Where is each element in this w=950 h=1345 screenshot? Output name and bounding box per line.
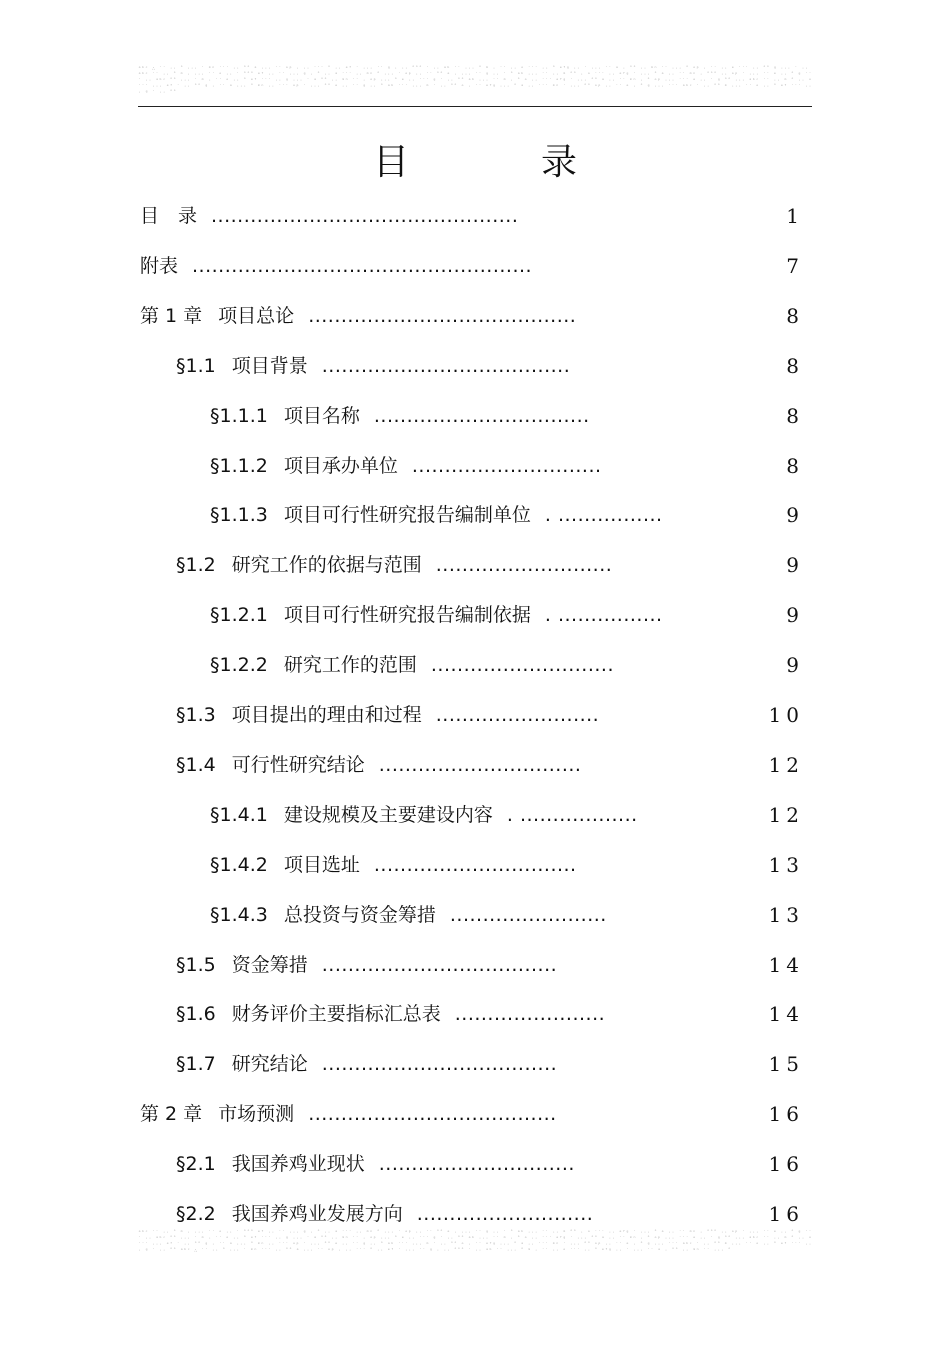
toc-entry[interactable] (0, 790, 950, 840)
toc-entry-label[interactable] (176, 690, 599, 740)
toc-dot-leader: ........................... (416, 1203, 594, 1225)
toc-entry-number: §1.4.3 (210, 903, 268, 926)
toc-entry-number: §1.2 (176, 554, 216, 577)
toc-entry-text: 财务评价主要指标汇总表 (231, 1003, 441, 1026)
toc-entry-text: 市场预测 (218, 1103, 295, 1126)
toc-dot-leader: ......................... (435, 704, 600, 726)
page-title: 目 录 (372, 142, 625, 183)
toc-entry-number: §2.1 (176, 1153, 216, 1176)
header-noise-texture: ᵃᵇᶜ ∴ ˙˙ ·· ˚ ··· ˙ ᵐⁿ ˙˙˙ ·· ˚˚ ᵃ ··· ˙˙ ᵒᵖ · ·· ˙˙˙ ˚ ·· ᵉᶠ ˙ ··· ˙˙ ᵍ · ·· ˚˚˚ ˙ ·· ᵃᵇ ˙˙ ··· ˚ ᵐ · ˙˙ ·· ᵒ ˙˙˙ ·· ˚ ᵉᶠᵍ ·· ˙ ··· ˙˙ ᵃ · ˚˚ ·· ᵐⁿ ˙˙ ··· ˚ ᵒᵖ · ˙˙ ·· ᵉ ˙˙˙ ·· ˚˚ ᵍ ··· ˙ ·· ᵃᵇᶜ ˙˙ ·· ˚ ᵐ · ··· ˙˙ ᵒ ·· ˙ ˚˚˚ ᵉᶠ ·· ˙˙ ··· ᵍ · ˚ ·· ᵃ ˙˙˙ ·· ᵐⁿ ˚ ··· ˙ ᵒᵖ ·· ˙˙ ˚˚ ᵉ · ··· ˙˙ ᵍ ·· ˙ ˚ ᵃᵇ ··· ˙˙ ·· ᵐ ˚˚ · ᵒ ˙˙˙ ·· ᵉᶠᵍ ˙ ··· ˚ ᵃ ·· ˙˙ ᵐⁿ · ˚˚˚ ·· ᵒᵖ ˙ ··· ˙˙ ᵉ ·· ˚ ᵍ ˙˙˙ ·· ᵃᵇᶜ ˚˚ ··· ˙ ᵐ · ˙˙ ᵒ ·· ˚ ᵉᶠ ˙˙˙ ·· ᵍ ··· ˙ ᵃ ˚˚ ·· ᵐⁿ ˙˙ · ᵒᵖ ··· ˚ ᵉ ·· ˙˙˙ ᵍ ˙ ·· ˚˚ ᵃᵇ ··· ˙˙ ᵐ · ˚ ᵒ ·· ˙˙˙ ᵉᶠᵍ ˙ ··· ˚˚ ᵃ ·· ˙˙ ᵐⁿ · ˚ ᵒᵖ ··· ˙˙˙ ᵉ ·· ˙ ᵍ ˚˚ ··· ᵃᵇᶜ ˙˙ ·· ᵐ ˚ ·· ᵒ ˙˙˙ ··· ᵉᶠ ˙ ·· ˚˚ ᵍ · ˙˙ ᵃ ··· ˚ ᵐⁿ ·· ˙˙˙ ᵒᵖ ˙ ··· ˚˚ ᵉ ·· ˙˙ ᵍ ·· ˚ ᵃᵇ ˙˙˙ ··· ᵐ ˙ ·· ˚˚ ᵒ · ˙˙ ᵉᶠᵍ ··· ˚ ᵃ ·· ˙˙˙ ᵐⁿ ˙ ··· ˚˚ ᵒᵖ ·· ˙˙ ᵉ · ˚ ᵍ ··· ˙˙˙ ᵃᵇᶜ ˙ ·· ˚˚ ᵐ ··· ˙˙ ᵒ ·· ˚ ᵉᶠ ˙˙˙ ··· ᵍ ˙ ·· ˚˚ (138, 66, 816, 96)
toc-page-number: 8 (786, 453, 804, 478)
toc-entry[interactable] (0, 490, 950, 540)
toc-dot-leader: .............................. (378, 1153, 575, 1176)
toc-entry-text: 总投资与资金筹措 (283, 903, 436, 926)
toc-entry-text: 项目承办单位 (283, 454, 398, 477)
toc-entry-label[interactable] (176, 1139, 575, 1189)
toc-entry-label[interactable] (210, 640, 614, 690)
toc-entry-label[interactable] (140, 291, 576, 341)
toc-entry[interactable] (0, 890, 950, 940)
toc-entry-number: 第 1 章 (140, 304, 203, 327)
toc-dot-leader: . ................ (544, 504, 663, 527)
toc-entry-number: §1.1 (176, 354, 216, 377)
toc-dot-leader: ............................................... (211, 205, 519, 227)
toc-page-number: 12 (768, 752, 804, 777)
toc-entry-number: §1.4.1 (210, 803, 268, 826)
toc-page-number: 8 (786, 353, 804, 378)
toc-page-number: 7 (786, 253, 804, 278)
toc-entry-number: §1.1.3 (210, 504, 268, 527)
toc-entry-label[interactable] (210, 391, 590, 441)
toc-page-number: 16 (768, 1152, 804, 1177)
toc-entry-number: §1.1.1 (210, 404, 268, 427)
toc-entry-number: §1.5 (176, 953, 216, 976)
toc-entry[interactable] (0, 441, 950, 491)
toc-dot-leader: .................................................... (192, 254, 533, 277)
toc-entry[interactable] (0, 291, 950, 341)
toc-dot-leader: ...................................... (321, 354, 571, 377)
toc-entry-text: 我国养鸡业现状 (231, 1153, 365, 1176)
toc-entry[interactable] (0, 1139, 950, 1189)
toc-entry-label[interactable] (210, 840, 577, 890)
toc-entry-text: 项目总论 (218, 304, 295, 327)
toc-entry-label[interactable] (210, 790, 638, 840)
toc-entry[interactable] (0, 191, 950, 241)
toc-entry-label[interactable] (176, 989, 605, 1039)
toc-entry-text: 项目提出的理由和过程 (231, 704, 422, 726)
toc-page-number: 16 (768, 1102, 804, 1127)
toc-page-number: 15 (768, 1052, 804, 1077)
toc-entry-number: §1.4.2 (210, 853, 268, 876)
toc-entry-label[interactable] (176, 1039, 557, 1089)
toc-entry-number: §1.3 (176, 704, 216, 726)
toc-dot-leader: ............................... (378, 753, 582, 776)
toc-dot-leader: ....................... (454, 1003, 606, 1026)
toc-entry[interactable] (0, 540, 950, 590)
toc-page-number: 9 (786, 603, 804, 628)
toc-dot-leader: .................................... (321, 1053, 558, 1076)
toc-entry[interactable] (0, 590, 950, 640)
toc-entry-text: 可行性研究结论 (231, 753, 365, 776)
toc-page-number: 12 (768, 802, 804, 827)
toc-entry-number: §1.4 (176, 753, 216, 776)
toc-page-number: 14 (768, 1002, 804, 1027)
toc-entry-label[interactable] (176, 341, 570, 391)
toc-entry-number: §1.1.2 (210, 454, 268, 477)
toc-entry-text: 资金筹措 (231, 953, 308, 976)
toc-entry-text: 项目可行性研究报告编制单位 (283, 504, 531, 527)
toc-page-number: 8 (786, 403, 804, 428)
toc-entry-text: 项目可行性研究报告编制依据 (283, 604, 531, 627)
toc-page-number: 8 (786, 303, 804, 328)
toc-entry[interactable] (0, 840, 950, 890)
toc-entry-label[interactable] (210, 590, 663, 640)
toc-entry-label[interactable] (210, 490, 663, 540)
toc-page-number: 9 (786, 503, 804, 528)
toc-dot-leader: ........................... (435, 554, 613, 577)
toc-entry-text: 我国养鸡业发展方向 (231, 1203, 403, 1225)
toc-entry-text: 目 录 (140, 205, 198, 227)
toc-entry-label[interactable] (176, 540, 612, 590)
toc-entry[interactable] (0, 241, 950, 291)
toc-page-number: 16 (768, 1202, 804, 1226)
toc-dot-leader: ............................ (430, 654, 614, 677)
toc-dot-leader: . ................ (544, 604, 663, 627)
toc-entry[interactable] (0, 989, 950, 1039)
toc-entry-number: §2.2 (176, 1203, 216, 1225)
toc-page-number: 13 (768, 902, 804, 927)
header-rule (138, 106, 812, 107)
toc-page-number: 10 (768, 703, 804, 727)
toc-entry-text: 附表 (140, 254, 179, 277)
toc-entry[interactable] (0, 391, 950, 441)
toc-entry-label[interactable] (176, 740, 581, 790)
toc-entry-number: 第 2 章 (140, 1103, 203, 1126)
toc-entry-text: 项目选址 (283, 853, 360, 876)
toc-entry-label[interactable] (210, 441, 602, 491)
toc-entry-text: 研究工作的范围 (283, 654, 417, 677)
toc-entry[interactable] (0, 690, 950, 740)
toc-entry-text: 建设规模及主要建设内容 (283, 803, 493, 826)
toc-entry-label[interactable] (140, 191, 518, 241)
toc-entry-label[interactable] (176, 940, 557, 990)
toc-entry[interactable] (0, 640, 950, 690)
toc-entry-label[interactable] (140, 241, 532, 291)
toc-page-number: 1 (786, 204, 804, 228)
toc-page-number: 13 (768, 852, 804, 877)
toc-page-number: 14 (768, 952, 804, 977)
toc-page-number: 9 (786, 553, 804, 578)
toc-dot-leader: ...................................... (308, 1103, 557, 1126)
toc-entry-number: §1.6 (176, 1003, 216, 1026)
toc-dot-leader: .................................... (321, 953, 558, 976)
toc-entry-number: §1.2.2 (210, 654, 268, 677)
toc-entry-label[interactable] (140, 1089, 557, 1139)
toc-entry[interactable] (0, 341, 950, 391)
toc-entry-number: §1.7 (176, 1053, 216, 1076)
toc-page-number: 9 (786, 653, 804, 678)
toc-entry-text: 项目背景 (231, 354, 308, 377)
toc-entry-text: 研究结论 (231, 1053, 308, 1076)
toc-dot-leader: ............................. (411, 454, 602, 477)
toc-dot-leader: ............................... (373, 853, 577, 876)
toc-dot-leader: . .................. (506, 803, 638, 826)
toc-entry-text: 研究工作的依据与范围 (231, 554, 422, 577)
toc-entry-text: 项目名称 (283, 404, 360, 427)
toc-entry[interactable] (0, 940, 950, 990)
toc-entry[interactable] (0, 740, 950, 790)
toc-entry[interactable] (0, 1039, 950, 1089)
toc-entry-number: §1.2.1 (210, 604, 268, 627)
toc-dot-leader: ................................. (373, 404, 590, 427)
toc-entry-label[interactable] (210, 890, 607, 940)
footer-noise-texture: ᵃᵇᶜ ˙˙ ·· ˚ ᵐ · ··· ˙˙ ᵒ ·· ˙ ˚˚˚ ᵉᶠ ·· ˙˙ ··· ᵍ · ˚ ·· ᵃ ˙˙˙ ·· ᵐⁿ ˚ ··· ˙ ᵒᵖ ·· ˙˙ ˚˚ ᵉ · ··· ˙˙ ᵍ ·· ˙ ˚ ᵃᵇ ··· ˙˙ ·· ᵐ ˚˚ · ᵒ ˙˙˙ ·· ᵉᶠᵍ ˙ ··· ˚ ᵃ ·· ˙˙ ᵐⁿ · ˚˚˚ ·· ᵒᵖ ˙ ··· ˙˙ ᵉ ·· ˚ ᵍ ˙˙˙ ·· ᵃᵇᶜ ˚˚ ··· ˙ ᵐ · ˙˙ ᵒ ·· ˚ ᵉᶠ ˙˙˙ ·· ᵍ ··· ˙ ᵃ ˚˚ ·· ᵐⁿ ˙˙ · ᵒᵖ ··· ˚ ᵉ ·· ˙˙˙ ᵍ ˙ ·· ˚˚ ᵃᵇ ··· ˙˙ ᵐ · ˚ ᵒ ·· ˙˙˙ ᵉᶠᵍ ˙ ··· ˚˚ ᵃ ·· ˙˙ ᵐⁿ · ˚ ᵒᵖ ··· ˙˙˙ ᵉ ·· ˙ ᵍ ˚˚ ··· ᵃᵇᶜ ˙˙ ·· ᵐ ˚ ·· ᵒ ˙˙˙ ··· ᵉᶠ ˙ ·· ˚˚ ᵍ · ˙˙ ᵃ ··· ˚ ᵐⁿ ·· ˙˙˙ ᵒᵖ ˙ ··· ˚˚ ᵉ ·· ˙˙ ᵍ ·· ˚ ᵃᵇ ˙˙˙ ··· ᵐ ˙ ·· ˚˚ ᵒ · ˙˙ ᵉᶠᵍ ··· ˚ ᵃ ·· ˙˙˙ ᵐⁿ ˙ ··· ˚˚ ᵒᵖ ·· ˙˙ ᵉ · ˚ ᵍ ··· ˙˙˙ ᵃᵇᶜ ˙ ·· ˚˚ ᵐ ··· ˙˙ ᵒ ·· ˚ ᵉᶠ ˙˙˙ ··· ᵍ ˙ ·· ˚˚ ᵃᵇᶜ ∴ ˙˙ ·· ˚ ··· ˙ ᵐⁿ ˙˙˙ ·· ˚˚ ᵃ ··· ˙˙ ᵒᵖ · ·· ˙˙˙ ˚ ·· ᵉᶠ ˙ ··· ˙˙ ᵍ · ·· ˚˚˚ ˙ ·· ᵃᵇ ˙˙ ··· ˚ ᵐ · ˙˙ ·· ᵒ ˙˙˙ ·· ˚ ᵉᶠᵍ ·· ˙ ··· ˙˙ ᵃ · ˚˚ ·· ᵐⁿ ˙˙ ··· ˚ (138, 1230, 816, 1254)
toc-entry[interactable] (0, 1089, 950, 1139)
toc-dot-leader: ......................................... (308, 304, 577, 327)
toc-dot-leader: ........................ (449, 903, 607, 926)
